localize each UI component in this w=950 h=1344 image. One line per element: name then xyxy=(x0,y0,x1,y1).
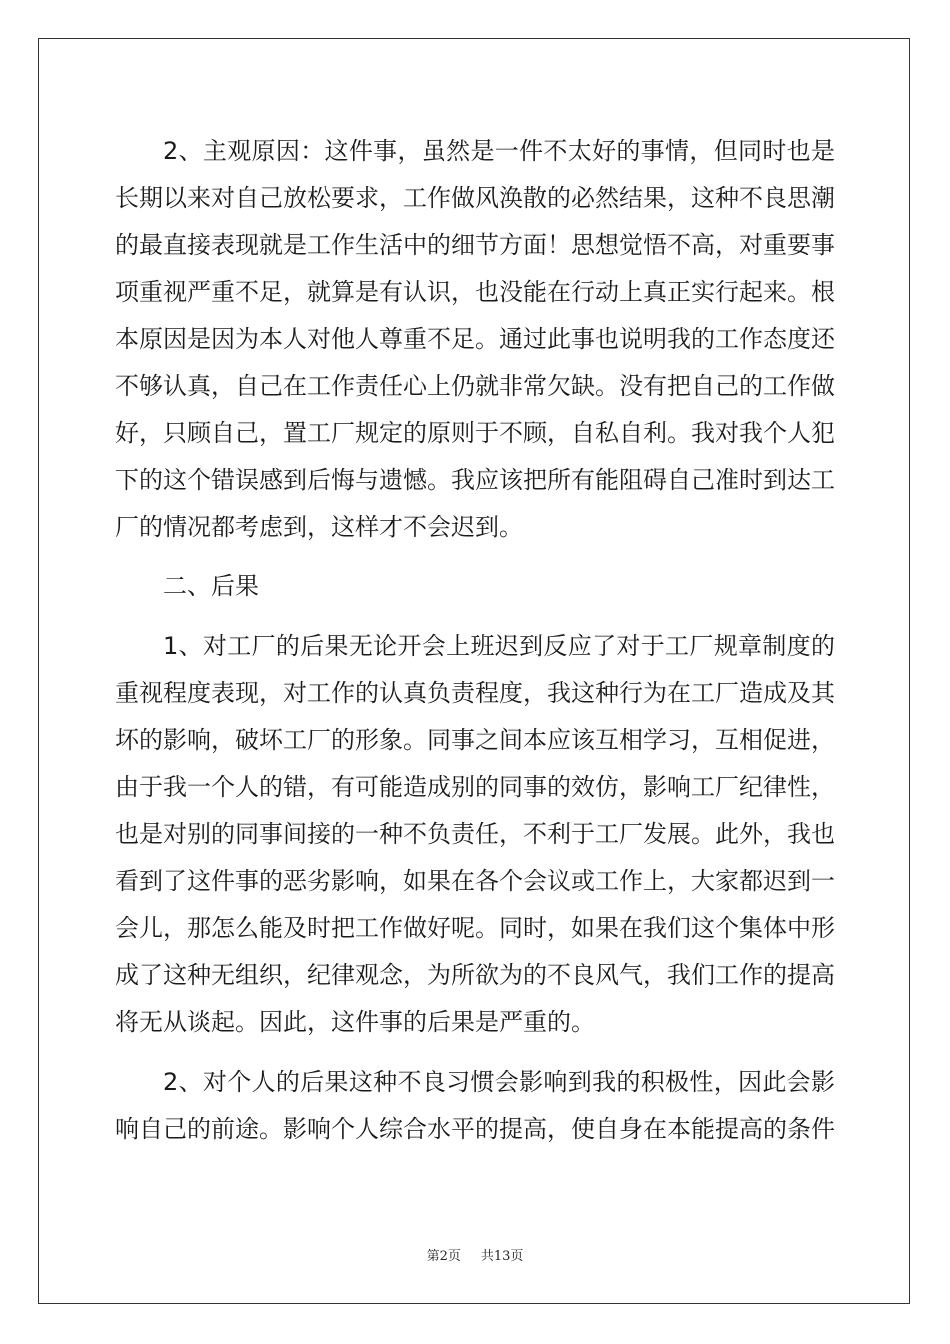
total-pages: 共13页 xyxy=(480,1249,524,1264)
paragraph-1-line-6: 不够认真，自己在工作责任心上仍就非常欠缺。没有把自己的工作做 xyxy=(115,372,835,400)
paragraph-1-line-2: 长期以来对自己放松要求，工作做风涣散的必然结果，这种不良思潮 xyxy=(115,184,835,212)
paragraph-1-line-1: 2、主观原因：这件事，虽然是一件不太好的事情，但同时也是 xyxy=(163,137,835,165)
paragraph-4-line-1: 2、对个人的后果这种不良习惯会影响到我的积极性，因此会影 xyxy=(163,1068,835,1096)
paragraph-3-line-1: 1、对工厂的后果无论开会上班迟到反应了对于工厂规章制度的 xyxy=(163,632,835,660)
paragraph-1-line-8: 下的这个错误感到后悔与遗憾。我应该把所有能阻碍自己准时到达工 xyxy=(115,466,835,494)
paragraph-3-line-2: 重视程度表现，对工作的认真负责程度，我这种行为在工厂造成及其 xyxy=(115,679,835,707)
paragraph-3-line-6: 看到了这件事的恶劣影响，如果在各个会议或工作上，大家都迟到一 xyxy=(115,867,835,895)
paragraph-1-line-9: 厂的情况都考虑到，这样才不会迟到。 xyxy=(115,513,523,541)
paragraph-3-line-8: 成了这种无组织，纪律观念，为所欲为的不良风气，我们工作的提高 xyxy=(115,961,835,989)
paragraph-1-line-7: 好，只顾自己，置工厂规定的原则于不顾，自私自利。我对我个人犯 xyxy=(115,419,835,447)
paragraph-3-line-5: 也是对别的同事间接的一种不负责任，不利于工厂发展。此外，我也 xyxy=(115,820,835,848)
paragraph-1-line-5: 本原因是因为本人对他人尊重不足。通过此事也说明我的工作态度还 xyxy=(115,325,835,353)
paragraph-4-line-2: 响自己的前途。影响个人综合水平的提高，使自身在本能提高的条件 xyxy=(115,1115,835,1143)
paragraph-3-line-7: 会儿，那怎么能及时把工作做好呢。同时，如果在我们这个集体中形 xyxy=(115,914,835,942)
paragraph-3-line-9: 将无从谈起。因此，这件事的后果是严重的。 xyxy=(115,1008,595,1036)
paragraph-1-line-3: 的最直接表现就是工作生活中的细节方面！思想觉悟不高，对重要事 xyxy=(115,231,835,259)
page-number: 第2页 xyxy=(426,1249,461,1264)
section-heading: 二、后果 xyxy=(163,572,259,600)
paragraph-1-line-4: 项重视严重不足，就算是有认识，也没能在行动上真正实行起来。根 xyxy=(115,278,835,306)
page-footer xyxy=(0,1248,950,1266)
paragraph-3-line-3: 坏的影响，破坏工厂的形象。同事之间本应该互相学习，互相促进， xyxy=(115,726,835,754)
paragraph-3-line-4: 由于我一个人的错，有可能造成别的同事的效仿，影响工厂纪律性， xyxy=(115,773,835,801)
